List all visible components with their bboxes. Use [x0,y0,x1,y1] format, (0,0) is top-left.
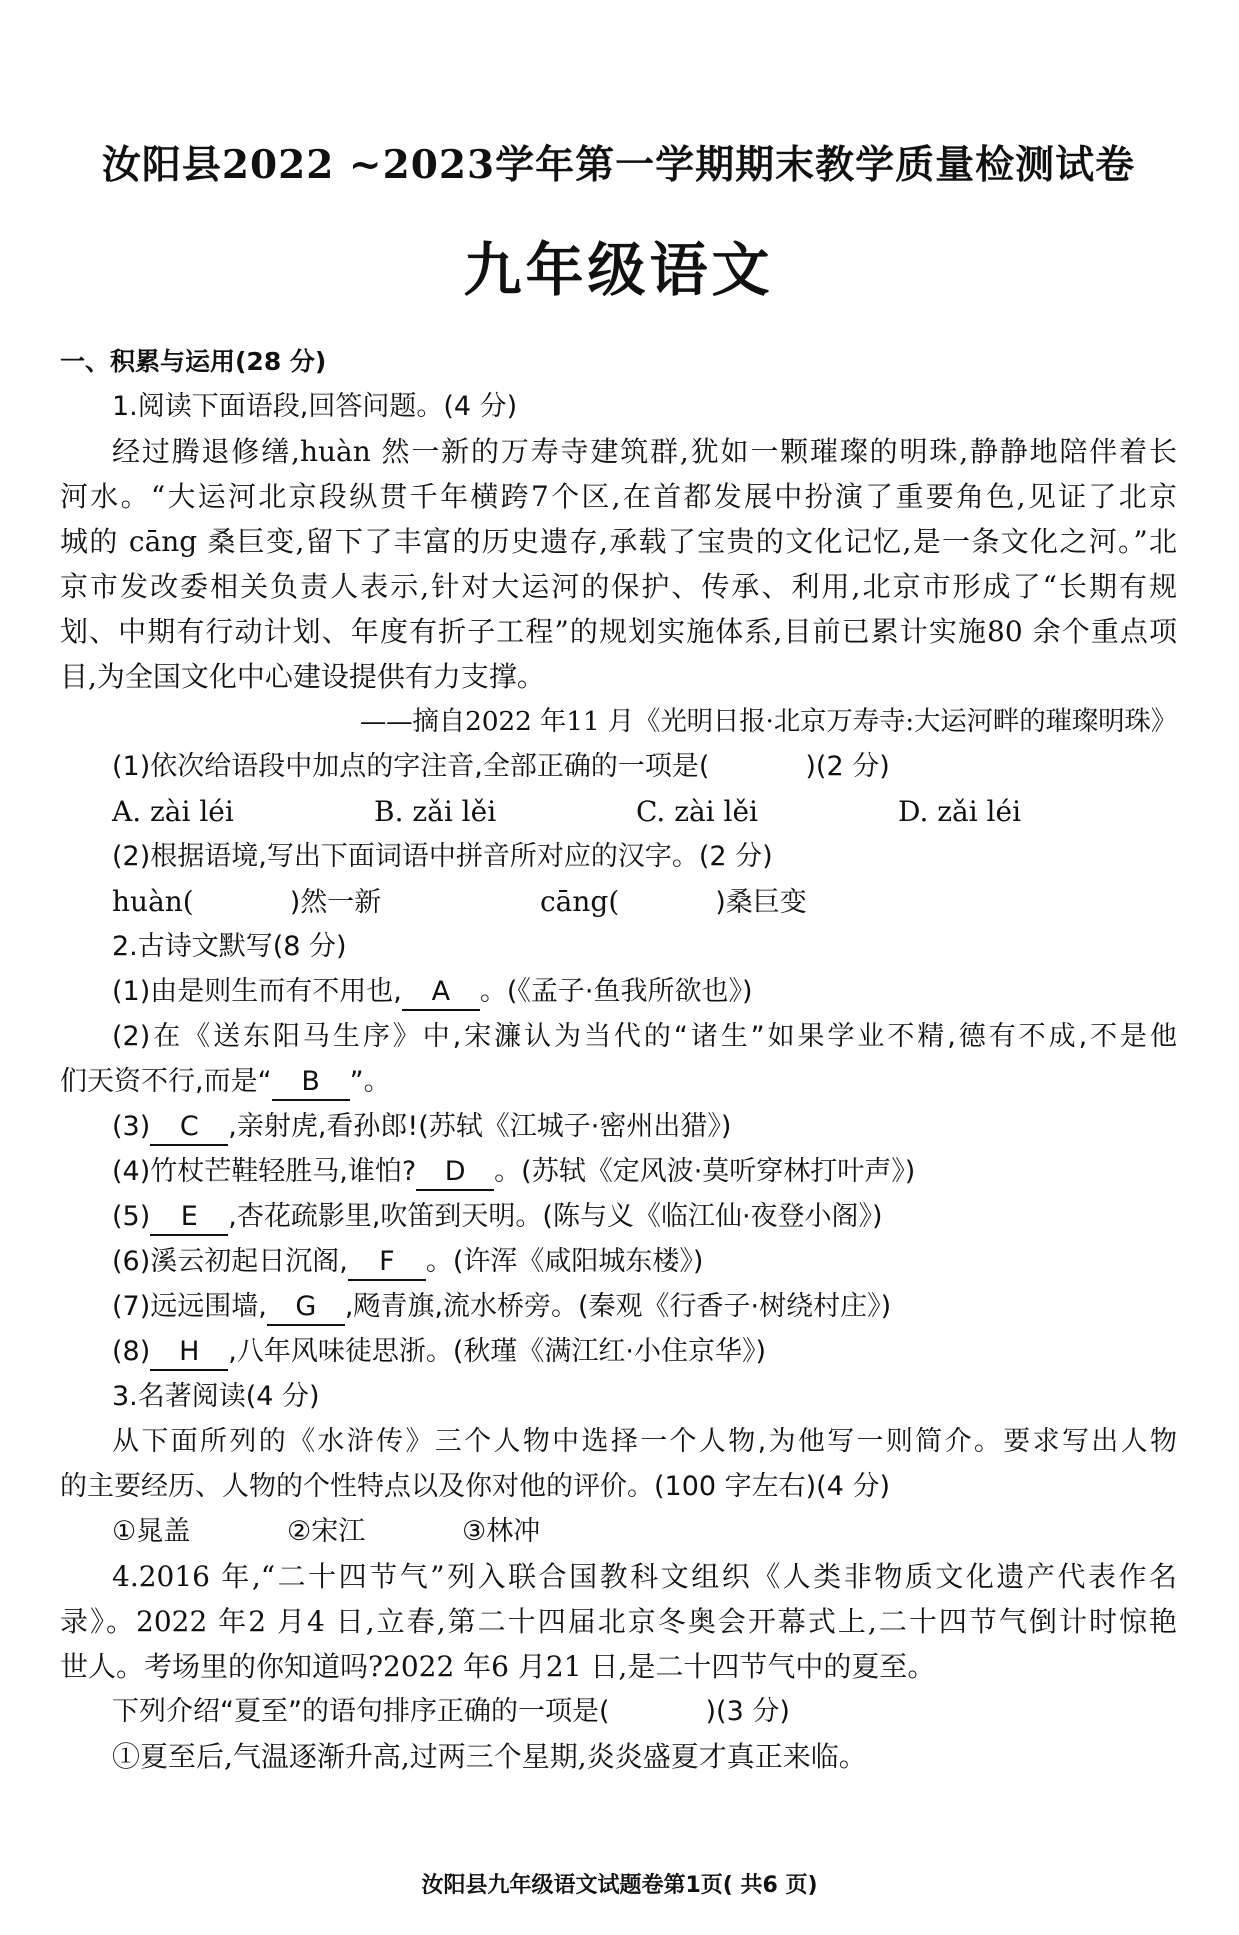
recitation-item [60,1194,1177,1239]
fill-blank[interactable]: C [150,1110,228,1146]
recitation-item: (2)在《送东阳马生序》中,宋濂认为当代的“诸生”如果学业不精,德有不成,不是他 [112,1020,1177,1052]
q3-text: 从下面所列的《水浒传》三个人物中选择一个人物,为他写一则简介。要求写出人物 [112,1425,1177,1457]
option-a[interactable]: A. zài léi [112,794,234,828]
item-before: (5) [112,1200,151,1232]
word-rest: )桑巨变 [715,886,807,918]
exam-title: 汝阳县2022 ~2023学年第一学期期末教学质量检测试卷 [101,142,1136,188]
q1-sub2-prompt: (2)根据语境,写出下面词语中拼音所对应的汉字。(2 分) [112,840,773,872]
passage-line: 目,为全国文化中心建设提供有力支撑。 [60,659,545,693]
fill-blank[interactable]: D [416,1155,494,1191]
q4-score: )(3 分) [705,1695,790,1727]
pinyin-text: huàn( [112,884,194,918]
passage-source: ——摘自2022 年11 月《光明日报·北京万寿寺:大运河畔的璀璨明珠》 [359,705,1177,737]
q4-prompt [60,1689,1177,1734]
passage-line: 河水。“大运河北京段纵贯千年横跨7个区,在首都发展中扮演了重要角色,见证了北京 [60,479,1177,513]
pinyin-item [112,879,540,924]
q3-prompt: 3.名著阅读(4 分) [112,1380,320,1412]
item-after: 。(《孟子·鱼我所欲也》) [479,975,753,1007]
q1-sub1-prompt-text: (1)依次给语段中加点的字注音,全部正确的一项是( [112,750,710,782]
q4-text: 4.2016 年,“二十四节气”列入联合国教科文组织《人类非物质文化遗产代表作名 [112,1559,1177,1593]
choice-item[interactable]: ①晁盖 [112,1515,191,1547]
recitation-item [60,1059,1177,1104]
q1-sub1-score: )(2 分) [805,750,890,782]
fill-blank[interactable]: H [150,1335,228,1371]
q1-sub2-items [60,879,1177,924]
pinyin-item [540,879,968,924]
recitation-item [60,1149,1177,1194]
q1-sub1-options [60,789,1177,834]
fill-blank[interactable]: A [402,975,480,1011]
recitation-item [60,1239,1177,1284]
item-before: (8) [112,1335,151,1367]
item-after: ,八年风味徒思浙。(秋瑾《满江红·小住京华》) [228,1335,766,1367]
fill-blank[interactable]: G [267,1290,345,1326]
exam-content [60,339,1177,1779]
passage-line: 城的 cāng 桑巨变,留下了丰富的历史遗存,承载了宝贵的文化记忆,是一条文化之河。”北 [60,524,1177,558]
q1-prompt: 1.阅读下面语段,回答问题。(4 分) [112,390,518,422]
item-after: 。(许浑《咸阳城东楼》) [425,1245,704,1277]
recitation-item [60,1104,1177,1149]
item-before: (3) [112,1110,151,1142]
page-footer: 汝阳县九年级语文试题卷第1页( 共6 页) [421,1873,818,1898]
subject-title: 九年级语文 [463,235,774,304]
item-before: 们天资不行,而是“ [60,1065,272,1097]
pinyin-text: cāng( [540,884,620,918]
choice-item[interactable]: ③林冲 [462,1515,541,1547]
item-before: (6)溪云初起日沉阁, [112,1245,348,1277]
item-after: ,杏花疏影里,吹笛到天明。(陈与义《临江仙·夜登小阁》) [228,1200,883,1232]
section-heading: 一、积累与运用(28 分) [60,346,327,376]
q4-sentence: ①夏至后,气温逐渐升高,过两三个星期,炎炎盛夏才真正来临。 [112,1739,867,1773]
q4-prompt-text: 下列介绍“夏至”的语句排序正确的一项是( [112,1695,610,1727]
option-d[interactable]: D. zǎi léi [898,794,1022,828]
q3-text: 的主要经历、人物的个性特点以及你对他的评价。(100 字左右)(4 分) [60,1470,891,1502]
item-before: (7)远远围墙, [112,1290,267,1322]
fill-blank[interactable]: F [348,1245,426,1281]
item-after: 。(苏轼《定风波·莫听穿林打叶声》) [494,1155,916,1187]
q2-prompt: 2.古诗文默写(8 分) [112,930,347,962]
word-rest: )然一新 [289,886,382,918]
q4-text: 录》。2022 年2 月4 日,立春,第二十四届北京冬奥会开幕式上,二十四节气倒计时惊艳 [60,1604,1177,1638]
passage-line: 划、中期有行动计划、年度有折子工程”的规划实施体系,目前已累计实施80 余个重点项 [60,614,1177,648]
option-c[interactable]: C. zài lěi [636,794,759,828]
passage-line: 京市发改委相关负责人表示,针对大运河的保护、传承、利用,北京市形成了“长期有规 [60,569,1177,603]
choice-item[interactable]: ②宋江 [287,1515,366,1547]
item-after: ,飏青旗,流水桥旁。(秦观《行香子·树绕村庄》) [344,1290,892,1322]
passage-line: 经过腾退修缮,huàn 然一新的万寿寺建筑群,犹如一颗璀璨的明珠,静静地陪伴着长 [112,434,1177,468]
item-after: ”。 [349,1065,391,1097]
item-before: (4)竹杖芒鞋轻胜马,谁怕? [112,1155,417,1187]
q3-choices [60,1509,1177,1554]
item-before: (1)由是则生而有不用也, [112,975,402,1007]
recitation-item [60,1329,1177,1374]
fill-blank[interactable]: E [150,1200,228,1236]
q4-text: 世人。考场里的你知道吗?2022 年6 月21 日,是二十四节气中的夏至。 [60,1649,936,1683]
option-b[interactable]: B. zǎi lěi [374,794,497,828]
recitation-item [60,969,1177,1014]
q1-sub1-prompt [60,744,1177,789]
fill-blank[interactable]: B [272,1065,350,1101]
recitation-item [60,1284,1177,1329]
item-after: ,亲射虎,看孙郎!(苏轼《江城子·密州出猎》) [228,1110,732,1142]
